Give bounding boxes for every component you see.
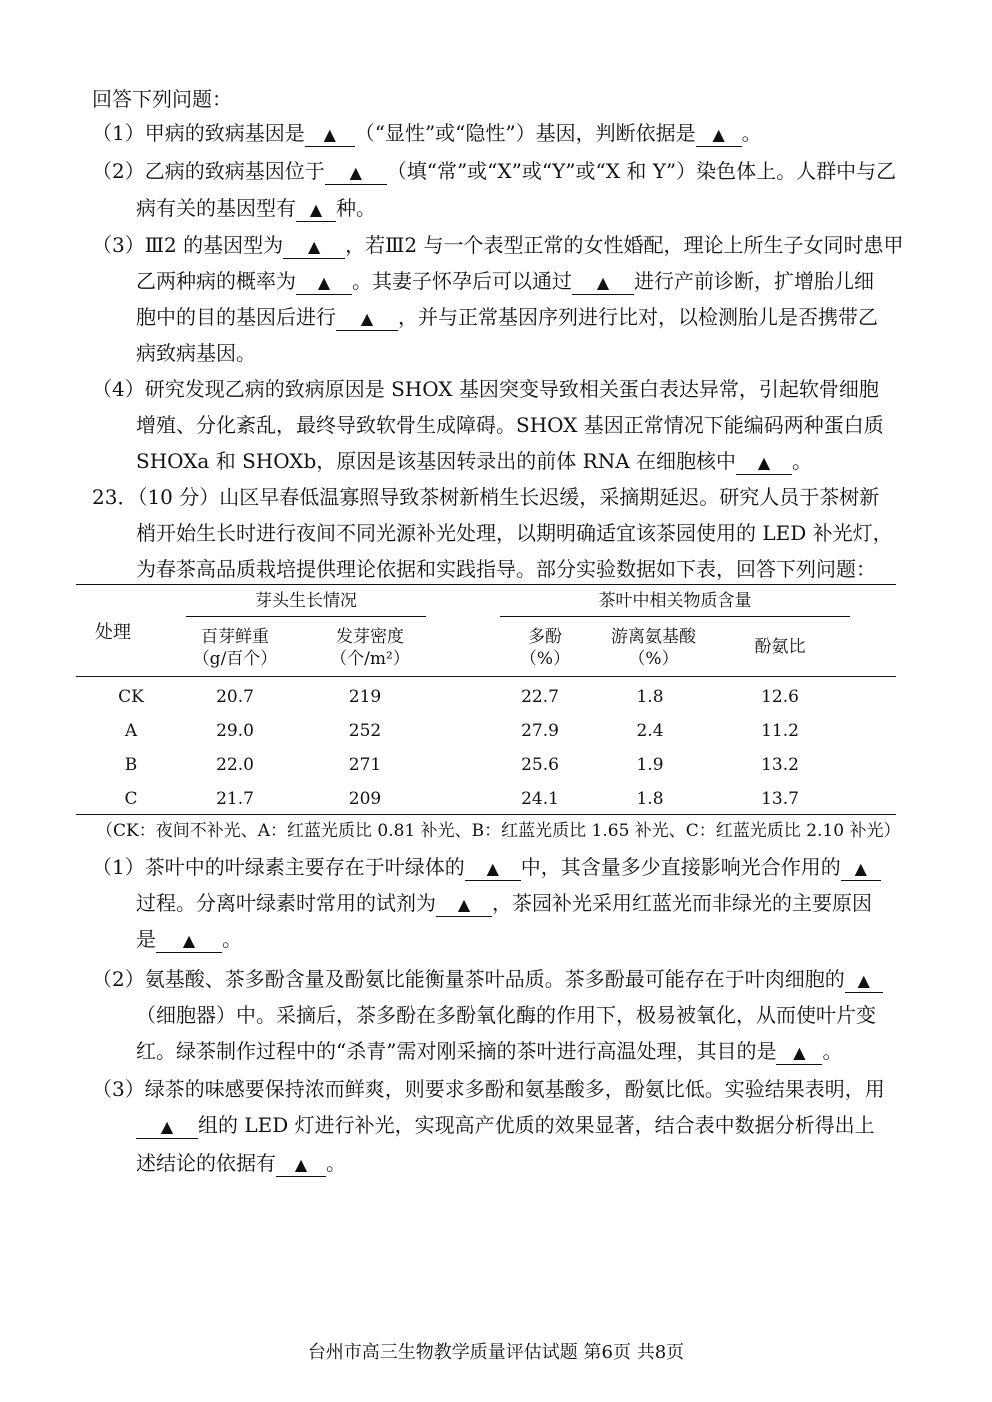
table-row-label: C	[124, 789, 138, 809]
table-header-cell: 多酚 （%）	[519, 627, 571, 669]
answer-blank[interactable]: ▲	[841, 856, 881, 881]
intro-text: 回答下列问题：	[92, 87, 232, 111]
answer-blank[interactable]: ▲	[696, 122, 742, 147]
table-cell: 1.8	[636, 789, 664, 809]
answer-blank[interactable]: ▲	[276, 1152, 326, 1177]
q23-stem-line2: 梢开始生长时进行夜间不同光源补光处理，以期明确适宜该茶园使用的 LED 补光灯，	[136, 521, 893, 545]
table-cell: 11.2	[761, 721, 799, 741]
table-row-label: B	[124, 755, 138, 775]
q22-part3-line3: 胞中的目的基因后进行 ▲ ，并与正常基因序列进行比对，以检测胎儿是否携带乙	[136, 305, 878, 329]
table-row-label: A	[124, 721, 138, 741]
q22-part2-line1: （2）乙病的致病基因位于 ▲ （填“常”或“X”或“Y”或“X 和 Y”）染色体上。人群中与乙	[92, 159, 897, 183]
q22-part3-line4: 病致病基因。	[136, 341, 256, 365]
table-note: （CK：夜间不补光、A：红蓝光质比 0.81 补光、B：红蓝光质比 1.65 补光、C：红蓝光质比 2.10 补光）	[96, 821, 901, 841]
table-cell: 27.9	[521, 721, 559, 741]
table-header-cell: 酚氨比	[754, 637, 806, 657]
table-group-growth: 芽头生长情况	[255, 591, 357, 611]
answer-blank[interactable]: ▲	[465, 856, 521, 881]
table-header-cell: 游离氨基酸 （%）	[611, 627, 696, 669]
table-cell: 209	[348, 789, 382, 809]
table-group-rule	[186, 616, 426, 617]
table-cell: 271	[348, 755, 382, 775]
q23-part3-line2: ▲ 组的 LED 灯进行补光，实现高产优质的效果显著，结合表中数据分析得出上	[136, 1112, 875, 1139]
answer-blank[interactable]: ▲	[296, 270, 352, 295]
table-group-content: 茶叶中相关物质含量	[598, 591, 752, 611]
q22-part3-line1: （3）Ⅲ2 的基因型为 ▲ ，若Ⅲ2 与一个表型正常的女性婚配，理论上所生子女同时患甲	[92, 233, 904, 257]
table-header-cell: 百芽鲜重 （g/百个）	[192, 627, 278, 669]
q23-part3-line3: 述结论的依据有 ▲ 。	[136, 1151, 346, 1175]
table-cell: 1.8	[636, 687, 664, 707]
q23-part3-line1: （3）绿茶的味感要保持浓而鲜爽，则要求多酚和氨基酸多，酚氨比低。实验结果表明，用	[92, 1077, 885, 1101]
table-cell: 2.4	[636, 721, 664, 741]
q23-part2-line3: 红。绿茶制作过程中的“杀青”需对刚采摘的茶叶进行高温处理，其目的是 ▲ 。	[136, 1039, 843, 1063]
q22-part4-line3: SHOXa 和 SHOXb，原因是该基因转录出的前体 RNA 在细胞核中 ▲ 。	[136, 449, 813, 473]
table-bottom-rule	[76, 814, 896, 815]
answer-blank[interactable]: ▲	[156, 928, 222, 953]
answer-blank[interactable]: ▲	[325, 160, 387, 185]
table-cell: 29.0	[216, 721, 254, 741]
answer-blank[interactable]: ▲	[296, 197, 336, 222]
table-cell: 12.6	[761, 687, 799, 707]
table-header-cell: 发芽密度 （个/m²）	[330, 627, 410, 669]
q23-stem-line1: 23．（10 分）山区早春低温寡照导致茶树新梢生长迟缓，采摘期延迟。研究人员于茶树新	[92, 485, 880, 509]
table-cell: 24.1	[521, 789, 559, 809]
table-cell: 20.7	[216, 687, 254, 707]
q22-part2-line2: 病有关的基因型有 ▲ 种。	[136, 196, 376, 220]
answer-blank[interactable]: ▲	[736, 450, 792, 475]
q22-part1: （1）甲病的致病基因是 ▲ （“显性”或“隐性”）基因，判断依据是 ▲ 。	[92, 121, 762, 145]
page-footer: 台州市高三生物教学质量评估试题 第6页 共8页	[307, 1342, 685, 1363]
table-cell: 252	[348, 721, 382, 741]
table-cell: 21.7	[216, 789, 254, 809]
table-top-rule	[76, 584, 896, 585]
answer-blank[interactable]: ▲	[776, 1040, 822, 1065]
table-group-rule	[500, 616, 850, 617]
q22-part4-line2: 增殖、分化紊乱，最终导致软骨生成障碍。SHOX 基因正常情况下能编码两种蛋白质	[136, 413, 884, 437]
q23-part1-line3: 是 ▲ 。	[136, 927, 242, 951]
q23-part1-line2: 过程。分离叶绿素时常用的试剂为 ▲ ，茶园补光采用红蓝光而非绿光的主要原因	[136, 891, 872, 915]
q22-part3-line2: 乙两种病的概率为 ▲ 。其妻子怀孕后可以通过 ▲ 进行产前诊断，扩增胎儿细	[136, 269, 874, 293]
table-header-rule	[76, 676, 896, 677]
answer-blank[interactable]: ▲	[572, 270, 634, 295]
answer-blank[interactable]: ▲	[436, 892, 492, 917]
table-cell: 13.2	[761, 755, 799, 775]
table-cell: 25.6	[521, 755, 559, 775]
table-cell: 13.7	[761, 789, 799, 809]
q23-stem-line3: 为春茶高品质栽培提供理论依据和实践指导。部分实验数据如下表，回答下列问题：	[136, 557, 876, 581]
q23-part1-line1: （1）茶叶中的叶绿素主要存在于叶绿体的 ▲ 中，其含量多少直接影响光合作用的 ▲	[92, 854, 881, 881]
table-cell: 1.9	[636, 755, 664, 775]
table-cell: 22.7	[521, 687, 559, 707]
table-row-label: CK	[118, 687, 144, 707]
answer-blank[interactable]: ▲	[336, 306, 398, 331]
q22-part4-line1: （4）研究发现乙病的致病原因是 SHOX 基因突变导致相关蛋白表达异常，引起软骨细胞	[92, 377, 879, 401]
q23-part2-line2: （细胞器）中。采摘后，茶多酚在多酚氧化酶的作用下，极易被氧化，从而使叶片变	[136, 1003, 876, 1027]
table-header-treatment: 处理	[95, 622, 131, 643]
answer-blank[interactable]: ▲	[845, 968, 883, 993]
q23-part2-line1: （2）氨基酸、茶多酚含量及酚氨比能衡量茶叶品质。茶多酚最可能存在于叶肉细胞的 ▲	[92, 966, 883, 993]
table-cell: 22.0	[216, 755, 254, 775]
answer-blank[interactable]: ▲	[305, 122, 355, 147]
table-cell: 219	[348, 687, 382, 707]
answer-blank[interactable]: ▲	[283, 234, 345, 259]
answer-blank[interactable]: ▲	[136, 1114, 198, 1139]
